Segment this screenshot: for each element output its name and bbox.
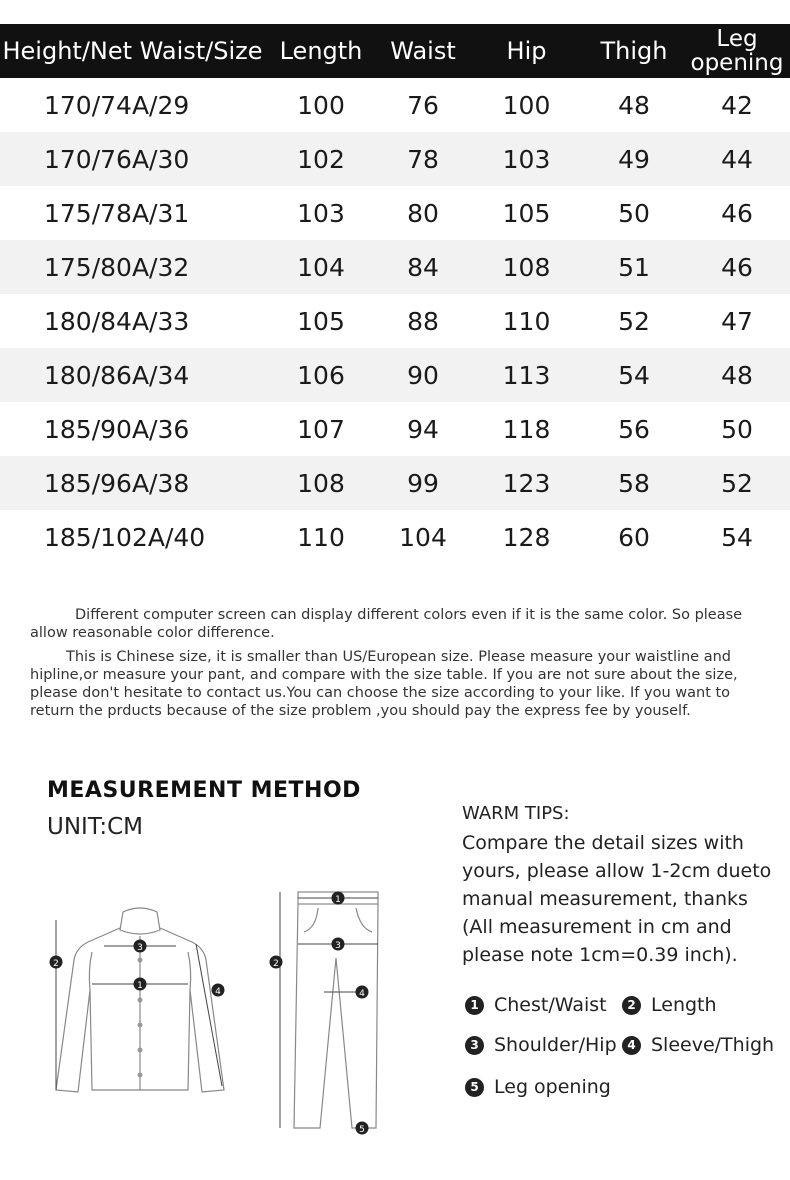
warm-tips-body: Compare the detail sizes with yours, please allow 1-2cm dueto manual measurement, thanks (All measurement in cm and please note 1cm=0.39 inch). <box>462 832 772 966</box>
table-cell: 50 <box>618 198 650 228</box>
pants-marker-5: 5 <box>359 1125 365 1135</box>
table-cell: 49 <box>584 132 684 186</box>
table-row <box>0 240 790 294</box>
table-cell: 108 <box>265 456 377 510</box>
table-cell: 47 <box>721 306 753 336</box>
table-cell: 80 <box>407 198 439 228</box>
table-row <box>0 78 790 132</box>
table-cell: 185/96A/38 <box>0 456 265 510</box>
header-leg-opening-line1: Leg <box>716 26 758 52</box>
table-cell: 185/90A/36 <box>44 414 190 444</box>
table-cell: 78 <box>377 132 469 186</box>
shirt-marker-3: 3 <box>137 943 143 953</box>
table-row <box>0 132 790 186</box>
table-cell: 107 <box>297 414 345 444</box>
header-thigh: Thigh <box>584 24 684 78</box>
warm-tips-title: WARM TIPS: <box>462 803 570 824</box>
header-size: Height/Net Waist/Size <box>0 24 265 78</box>
header-leg-opening <box>684 24 790 78</box>
table-row <box>0 348 790 402</box>
size-table <box>0 24 790 564</box>
table-cell: 100 <box>297 90 345 120</box>
color-note: Different computer screen can display different colors even if it is the same color. So please allow reasonable color difference. <box>30 607 743 641</box>
table-cell: 48 <box>684 348 790 402</box>
shirt-marker-1: 1 <box>137 981 143 991</box>
table-cell: 180/86A/34 <box>0 348 265 402</box>
table-cell: 185/102A/40 <box>44 522 206 552</box>
shirt-markers <box>50 940 225 998</box>
table-cell: 94 <box>407 414 439 444</box>
table-cell: 50 <box>721 414 753 444</box>
table-row <box>0 510 790 564</box>
table-cell: 110 <box>297 522 345 552</box>
legend-length <box>622 994 717 1016</box>
table-cell: 105 <box>502 198 551 228</box>
table-cell: 42 <box>721 90 753 120</box>
legend-shoulder-hip <box>465 1034 617 1056</box>
shirt-diagram <box>46 900 232 1100</box>
pants-marker-2: 2 <box>273 959 279 969</box>
table-cell: 103 <box>297 198 345 228</box>
table-cell: 106 <box>265 348 377 402</box>
table-cell: 123 <box>469 456 584 510</box>
header-waist: Waist <box>377 24 469 78</box>
table-cell: 170/74A/29 <box>44 90 190 120</box>
table-cell: 90 <box>377 348 469 402</box>
table-body <box>0 78 790 564</box>
table-cell: 54 <box>584 348 684 402</box>
header-leg-opening-line2: opening <box>690 50 784 76</box>
table-cell: 180/84A/33 <box>44 306 190 336</box>
table-cell: 110 <box>502 306 551 336</box>
table-cell: 118 <box>502 414 551 444</box>
table-cell: 44 <box>684 132 790 186</box>
legend-number-4: 4 <box>622 1036 641 1055</box>
table-cell: 102 <box>265 132 377 186</box>
table-row <box>0 402 790 456</box>
legend-number-3: 3 <box>465 1036 484 1055</box>
legend-label: Leg opening <box>494 1076 611 1098</box>
table-cell: 84 <box>377 240 469 294</box>
table-cell: 76 <box>407 90 439 120</box>
legend-sleeve-thigh <box>622 1034 774 1056</box>
size-note: This is Chinese size, it is smaller than US/European size. Please measure your waistline and hipline,or measure your pant, and compare with the size table. If you are not sure about the size, please don't hesitate to contact us.You can choose the size according to your like. If you want to return the prducts because of the size problem ,you should pay the express fee by youself. <box>30 649 738 719</box>
table-cell: 113 <box>469 348 584 402</box>
table-cell: 46 <box>721 198 753 228</box>
measurement-title: MEASUREMENT METHOD <box>47 778 361 803</box>
table-cell: 46 <box>684 240 790 294</box>
legend-leg-opening <box>465 1076 611 1098</box>
shirt-marker-2: 2 <box>53 959 59 969</box>
pants-marker-3: 3 <box>335 941 341 951</box>
table-cell: 100 <box>502 90 551 120</box>
legend-label: Length <box>651 994 717 1016</box>
table-cell: 104 <box>265 240 377 294</box>
legend-label: Sleeve/Thigh <box>651 1034 775 1056</box>
pants-marker-1: 1 <box>335 895 341 905</box>
table-cell: 52 <box>684 456 790 510</box>
table-cell: 170/76A/30 <box>0 132 265 186</box>
table-cell: 54 <box>721 522 753 552</box>
table-cell: 104 <box>399 522 447 552</box>
legend-label: Chest/Waist <box>494 994 607 1016</box>
table-cell: 108 <box>469 240 584 294</box>
legend-number-1: 1 <box>465 996 484 1015</box>
pants-diagram <box>268 888 388 1138</box>
table-row <box>0 456 790 510</box>
legend-label: Shoulder/Hip <box>494 1034 617 1056</box>
header-length: Length <box>265 24 377 78</box>
table-header-row <box>0 24 790 78</box>
table-cell: 51 <box>584 240 684 294</box>
header-hip: Hip <box>469 24 584 78</box>
table-cell: 128 <box>502 522 551 552</box>
table-cell: 58 <box>584 456 684 510</box>
legend-number-2: 2 <box>622 996 641 1015</box>
unit-label: UNIT:CM <box>47 814 143 840</box>
table-row <box>0 186 790 240</box>
legend-number-5: 5 <box>465 1078 484 1097</box>
table-row <box>0 294 790 348</box>
pants-marker-4: 4 <box>359 989 365 999</box>
table-cell: 105 <box>297 306 345 336</box>
table-cell: 103 <box>469 132 584 186</box>
pants-markers <box>270 892 369 1136</box>
table-cell: 88 <box>407 306 439 336</box>
table-cell: 56 <box>618 414 650 444</box>
table-cell: 52 <box>618 306 650 336</box>
notes <box>30 606 772 726</box>
table-cell: 175/78A/31 <box>44 198 190 228</box>
table-cell: 175/80A/32 <box>0 240 265 294</box>
table-cell: 60 <box>618 522 650 552</box>
shirt-marker-4: 4 <box>215 987 221 997</box>
legend-chest-waist <box>465 994 607 1016</box>
table-cell: 48 <box>618 90 650 120</box>
table-cell: 99 <box>377 456 469 510</box>
